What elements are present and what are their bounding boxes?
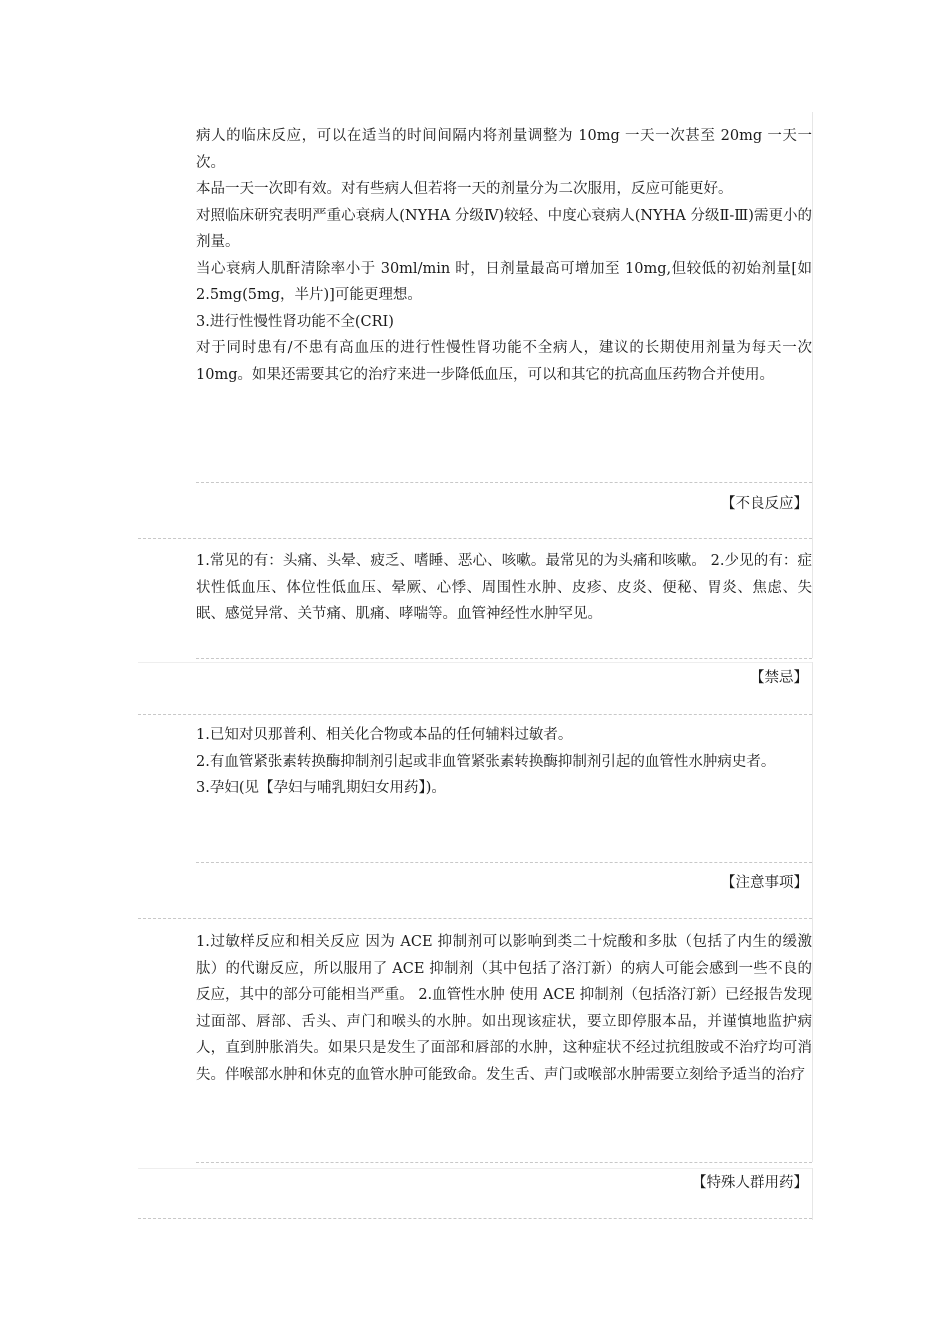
paragraph: 本品一天一次即有效。对有些病人但若将一天的剂量分为二次服用，反应可能更好。: [196, 181, 733, 197]
special-populations-heading: 【特殊人群用药】: [692, 1175, 808, 1191]
table-rule: [812, 482, 813, 538]
table-rule: [196, 862, 812, 863]
paragraph: 1.已知对贝那普利、相关化合物或本品的任何辅料过敏者。: [196, 727, 573, 743]
table-rule: [812, 862, 813, 918]
precautions-text: [196, 929, 812, 1088]
table-rule: [812, 662, 813, 714]
table-rule: [812, 714, 813, 862]
table-rule: [812, 918, 813, 1162]
table-rule: [196, 1162, 812, 1163]
contraindications-heading: 【禁忌】: [750, 670, 808, 686]
table-rule: [138, 714, 812, 715]
adverse-reactions-text: [196, 548, 812, 628]
table-rule: [138, 1168, 812, 1169]
contraindications-text: [196, 722, 812, 802]
precautions-heading: 【注意事项】: [721, 875, 808, 891]
table-rule: [138, 1218, 812, 1219]
table-rule: [196, 482, 812, 483]
table-rule: [812, 1168, 813, 1220]
table-rule: [196, 658, 812, 659]
paragraph: 3.孕妇(见【孕妇与哺乳期妇女用药】)。: [196, 780, 446, 796]
paragraph: 1.过敏样反应和相关反应 因为 ACE 抑制剂可以影响到类二十烷酸和多肽（包括了内生的缓激肽）的代谢反应，所以服用了 ACE 抑制剂（其中包括了洛汀新）的病人可能会感到一些不良的反应，其中的部分可能相当严重。 2.血管性水肿 使用 ACE 抑制剂（包括洛汀新）已经报告发现过面部、唇部、舌头、声门和喉头的水肿。如出现该症状，要立即停服本品，并谨慎地监护病人，直到肿胀消失。如果只是发生了面部和唇部的水肿，这种症状不经过抗组胺或不治疗均可消失。伴喉部水肿和休克的血管水肿可能致命。发生舌、声门或喉部水肿需要立刻给予适当的治疗: [196, 934, 812, 1083]
table-rule: [812, 112, 813, 482]
table-rule: [138, 918, 812, 919]
adverse-reactions-heading: 【不良反应】: [721, 496, 808, 512]
paragraph: 当心衰病人肌酐清除率小于 30ml/min 时，日剂量最高可增加至 10mg,但较低的初始剂量[如 2.5mg(5mg，半片)]可能更理想。: [196, 260, 812, 303]
paragraph: 2.有血管紧张素转换酶抑制剂引起或非血管紧张素转换酶抑制剂引起的血管性水肿病史者。: [196, 753, 776, 770]
paragraph: 病人的临床反应，可以在适当的时间间隔内将剂量调整为 10mg 一天一次甚至 20mg 一天一次。: [196, 128, 812, 171]
paragraph: 3.进行性慢性肾功能不全(CRI): [196, 313, 394, 330]
paragraph: 1.常见的有：头痛、头晕、疲乏、嗜睡、恶心、咳嗽。最常见的为头痛和咳嗽。 2.少见的有：症状性低血压、体位性低血压、晕厥、心悸、周围性水肿、皮疹、皮炎、便秘、胃炎、焦虑、失眠、感觉异常、关节痛、肌痛、哮喘等。血管神经性水肿罕见。: [196, 553, 812, 622]
table-rule: [138, 662, 812, 663]
paragraph: 对照临床研究表明严重心衰病人(NYHA 分级Ⅳ)较轻、中度心衰病人(NYHA 分级Ⅱ-Ⅲ)需更小的剂量。: [196, 207, 812, 250]
dosage-continuation: [196, 123, 812, 388]
paragraph: 对于同时患有/不患有高血压的进行性慢性肾功能不全病人，建议的长期使用剂量为每天一次 10mg。如果还需要其它的治疗来进一步降低血压，可以和其它的抗高血压药物合并使用。: [196, 340, 812, 383]
table-rule: [138, 538, 812, 539]
table-rule: [812, 538, 813, 658]
